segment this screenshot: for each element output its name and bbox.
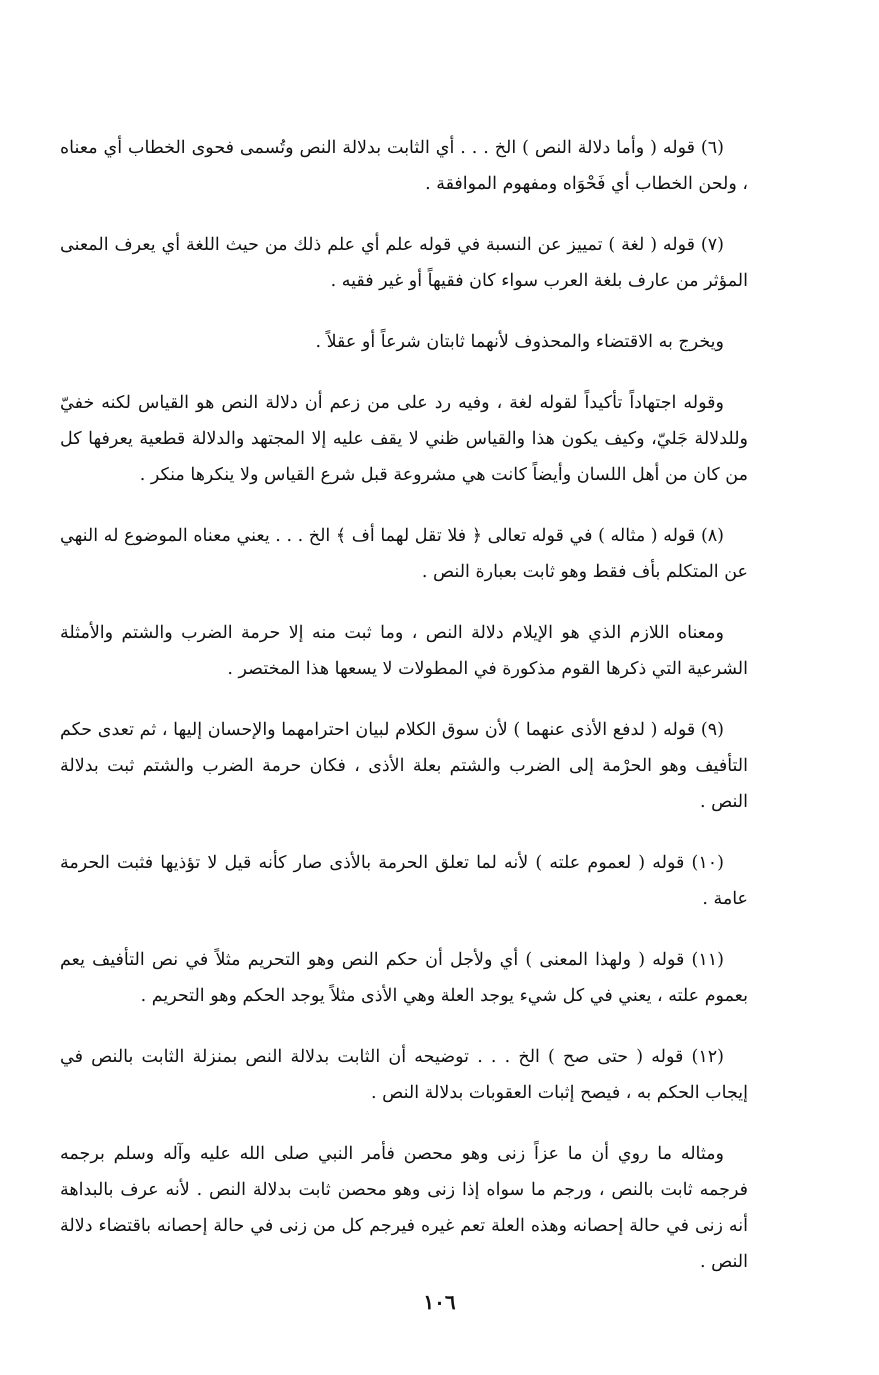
paragraph-note-12-example: ومثاله ما روي أن ما عزاً زنى وهو محصن فأمر النبي صلى الله عليه وآله وسلم برجمه فرجمه ثابت بالنص ، ورجم ما سواه إذا زنى وهو محصن ثابت بدلالة النص . لأنه عرف بالبداهة أنه زنى في حالة إحصانه وهذه العلة تعم غيره فيرجم كل من زنى في حالة إحصانه باقتضاء دلالة النص . xyxy=(60,1144,748,1272)
page-number: ١٠٦ xyxy=(423,1290,456,1314)
paragraph-note-9: (٩) قوله ( لدفع الأذى عنهما ) لأن سوق الكلام لبيان احترامهما والإحسان إليها ، ثم تعدى حكم التأفيف وهو الحرْمة إلى الضرب والشتم بعلة الأذى ، فكان حرمة الضرب والشتم ثبت بدلالة النص . xyxy=(60,720,748,812)
paragraph-note-8: (٨) قوله ( مثاله ) في قوله تعالى ﴿ فلا تقل لهما أف ﴾ الخ . . . يعني معناه الموضوع له النهي عن المتكلم بأف فقط وهو ثابت بعبارة النص . xyxy=(60,526,748,582)
paragraph-note-7-ijtihad: وقوله اجتهاداً تأكيداً لقوله لغة ، وفيه رد على من زعم أن دلالة النص هو القياس لكنه خفيّ وللدلالة جَليّ، وكيف يكون هذا والقياس ظني لا يقف عليه إلا المجتهد والدلالة قطعية يعرفها كل من كان من أهل اللسان وأيضاً كانت هي مشروعة قبل شرع القياس ولا ينكرها منكر . xyxy=(60,393,748,485)
paragraph-note-12: (١٢) قوله ( حتى صح ) الخ . . . توضيحه أن الثابت بدلالة النص بمنزلة الثابت بالنص في إيجاب الحكم به ، فيصح إثبات العقوبات بدلالة النص . xyxy=(60,1047,748,1103)
paragraph-note-7: (٧) قوله ( لغة ) تمييز عن النسبة في قوله علم أي علم ذلك من حيث اللغة أي يعرف المعنى المؤثر من عارف بلغة العرب سواء كان فقيهاً أو غير فقيه . xyxy=(60,235,748,291)
paragraph-note-11: (١١) قوله ( ولهذا المعنى ) أي ولأجل أن حكم النص وهو التحريم مثلاً في نص التأفيف يعم بعموم علته ، يعني في كل شيء يوجد العلة وهي الأذى مثلاً يوجد الحكم وهو التحريم . xyxy=(60,950,748,1006)
paragraph-note-7-continuation: ويخرج به الاقتضاء والمحذوف لأنهما ثابتان شرعاً أو عقلاً . xyxy=(315,332,724,352)
paragraph-note-8-continuation: ومعناه اللازم الذي هو الإيلام دلالة النص ، وما ثبت منه إلا حرمة الضرب والشتم والأمثلة الشرعية التي ذكرها القوم مذكورة في المطولات لا يسعها هذا المختصر . xyxy=(60,623,748,679)
page-body xyxy=(60,130,748,1305)
paragraph-note-6: (٦) قوله ( وأما دلالة النص ) الخ . . . أي الثابت بدلالة النص وتُسمى فحوى الخطاب أي معناه ، ولحن الخطاب أي فَحْوَاه ومفهوم الموافقة . xyxy=(60,138,748,194)
paragraph-note-10: (١٠) قوله ( لعموم علته ) لأنه لما تعلق الحرمة بالأذى صار كأنه قيل لا تؤذيها فثبت الحرمة عامة . xyxy=(60,853,748,909)
